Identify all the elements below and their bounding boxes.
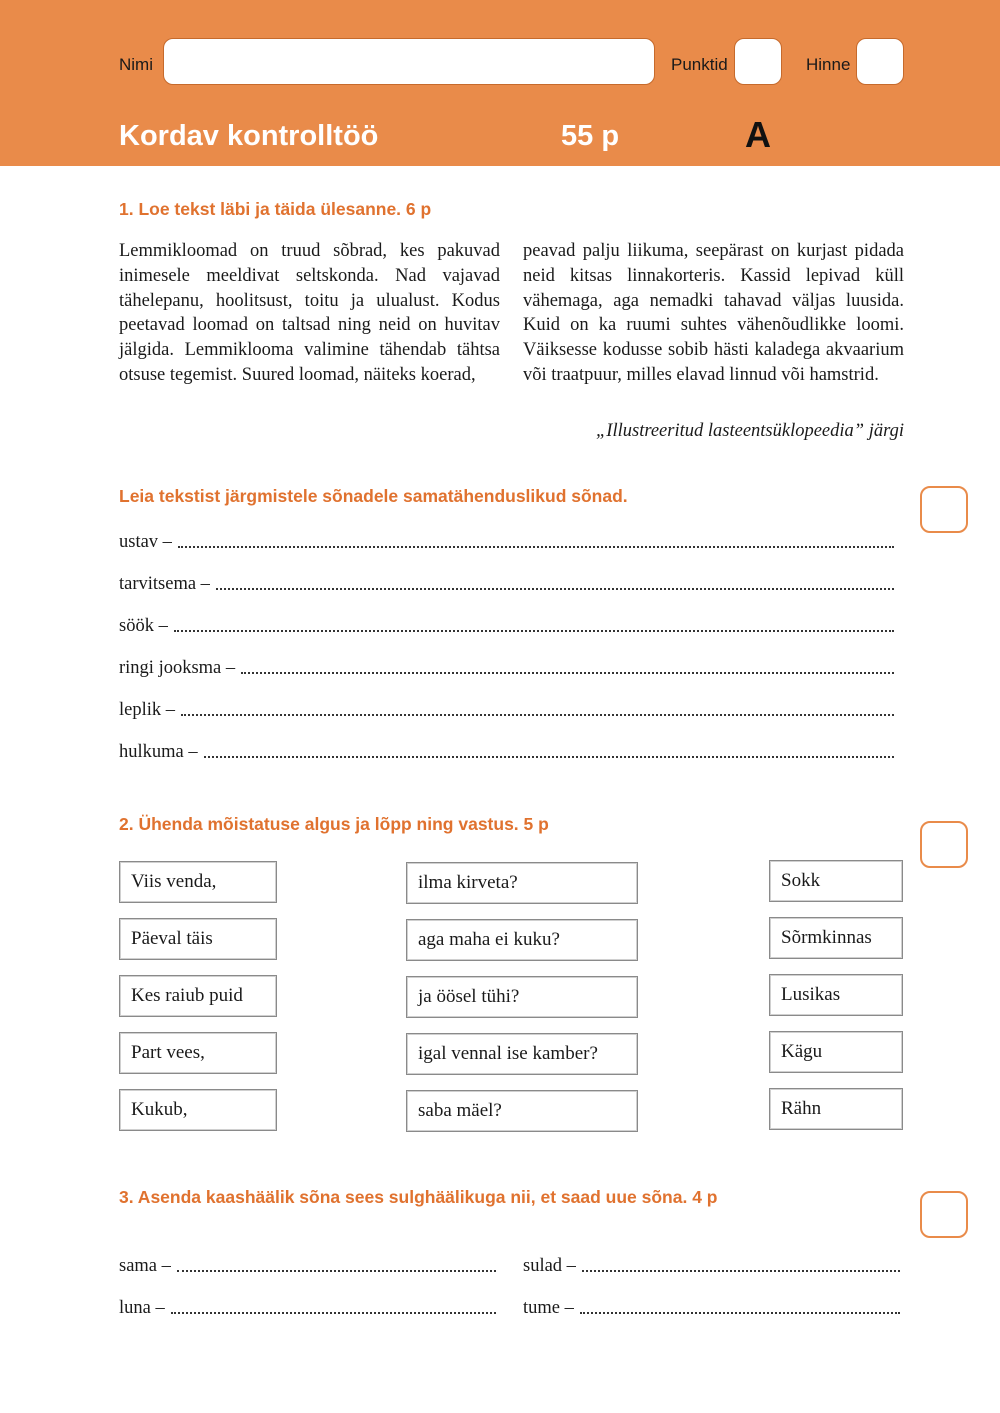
answer-line[interactable] — [177, 1269, 496, 1272]
synonym-row[interactable] — [119, 611, 894, 637]
task2-title: 2. Ühenda mõistatuse algus ja lõpp ning vastus. 5 p — [119, 814, 549, 834]
name-label: Nimi — [119, 55, 153, 74]
answer-line[interactable] — [241, 671, 894, 674]
riddle-ending[interactable]: ja öösel tühi? — [406, 976, 638, 1018]
riddle-answer[interactable]: Sõrmkinnas — [769, 917, 903, 959]
word-label: sama – — [119, 1256, 171, 1276]
synonym-word: ringi jooksma – — [119, 658, 236, 678]
task3-title: 3. Asenda kaashäälik sõna sees sulghäälikuga nii, et saad uue sõna. 4 p — [119, 1187, 718, 1207]
text-column-right: peavad palju liikuma, seepärast on kurjast pidada neid kitsas linnakorteris. Kassid lepivad küll vähemaga, aga nemadki tahavad väljas luusida. Kuid on ka ruumi suhtes vähenõudlikke loomi. Väiksesse kodusse sobib hästi kaladega akvaarium või traatpuur, milles elavad linnud või hamstrid. — [523, 241, 904, 385]
total-points: 55 p — [561, 120, 620, 152]
word-label: tume – — [523, 1298, 574, 1318]
word-label: sulad – — [523, 1256, 576, 1276]
answer-line[interactable] — [171, 1311, 496, 1314]
synonym-row[interactable] — [119, 653, 894, 679]
word-label: luna – — [119, 1298, 165, 1318]
answer-line[interactable] — [174, 629, 894, 632]
synonym-word: söök – — [119, 616, 168, 636]
riddle-beginning[interactable]: Kukub, — [119, 1089, 277, 1131]
text-source: „Illustreeritud lasteentsüklopeedia” järgi — [596, 421, 904, 441]
text-column-left: Lemmikloomad on truud sõbrad, kes pakuvad inimesele meeldivat seltskonda. Nad vajavad tähelepanu, hoolitsust, toitu ja ulualust. Kodus peetavad loomad on taltsad ning neid on huvitav jälgida. Lemmiklooma valimine tähendab tähtsa otsuse tegemist. Suured loomad, näiteks koerad, — [119, 241, 500, 385]
riddle-answer[interactable]: Rähn — [769, 1088, 903, 1130]
synonym-row[interactable] — [119, 527, 894, 553]
answer-line[interactable] — [204, 755, 894, 758]
task3-score-box[interactable] — [920, 1191, 968, 1238]
synonym-row[interactable] — [119, 737, 894, 763]
name-input[interactable] — [163, 38, 655, 85]
page-title: Kordav kontrolltöö — [119, 120, 379, 152]
synonym-word: tarvitsema – — [119, 574, 210, 594]
riddle-answer[interactable]: Lusikas — [769, 974, 903, 1016]
answer-line[interactable] — [181, 713, 894, 716]
task2-score-box[interactable] — [920, 821, 968, 868]
answer-line[interactable] — [178, 545, 894, 548]
task1-title: 1. Loe tekst läbi ja täida ülesanne. 6 p — [119, 199, 432, 219]
riddle-beginning[interactable]: Kes raiub puid — [119, 975, 277, 1017]
synonym-row[interactable] — [119, 569, 894, 595]
task1-score-box[interactable] — [920, 486, 968, 533]
riddle-answer[interactable]: Sokk — [769, 860, 903, 902]
word-change-row[interactable] — [523, 1293, 900, 1319]
header-banner — [0, 0, 1000, 166]
riddle-answer[interactable]: Kägu — [769, 1031, 903, 1073]
riddle-ending[interactable]: igal vennal ise kamber? — [406, 1033, 638, 1075]
points-input[interactable] — [734, 38, 782, 85]
answer-line[interactable] — [216, 587, 894, 590]
word-change-row[interactable] — [523, 1251, 900, 1277]
word-change-row[interactable] — [119, 1251, 496, 1277]
synonym-word: ustav – — [119, 532, 172, 552]
riddle-beginning[interactable]: Part vees, — [119, 1032, 277, 1074]
riddle-beginning[interactable]: Päeval täis — [119, 918, 277, 960]
riddle-ending[interactable]: aga maha ei kuku? — [406, 919, 638, 961]
riddle-ending[interactable]: saba mäel? — [406, 1090, 638, 1132]
riddle-beginning[interactable]: Viis venda, — [119, 861, 277, 903]
synonym-word: hulkuma – — [119, 742, 198, 762]
word-change-row[interactable] — [119, 1293, 496, 1319]
task1-subtitle: Leia tekstist järgmistele sõnadele samatähenduslikud sõnad. — [119, 486, 628, 506]
variant-letter: A — [745, 114, 771, 155]
synonym-row[interactable] — [119, 695, 894, 721]
riddle-ending[interactable]: ilma kirveta? — [406, 862, 638, 904]
synonym-word: leplik – — [119, 700, 176, 720]
answer-line[interactable] — [580, 1311, 900, 1314]
grade-input[interactable] — [856, 38, 904, 85]
points-label: Punktid — [671, 55, 728, 74]
grade-label: Hinne — [806, 55, 851, 74]
answer-line[interactable] — [582, 1269, 900, 1272]
